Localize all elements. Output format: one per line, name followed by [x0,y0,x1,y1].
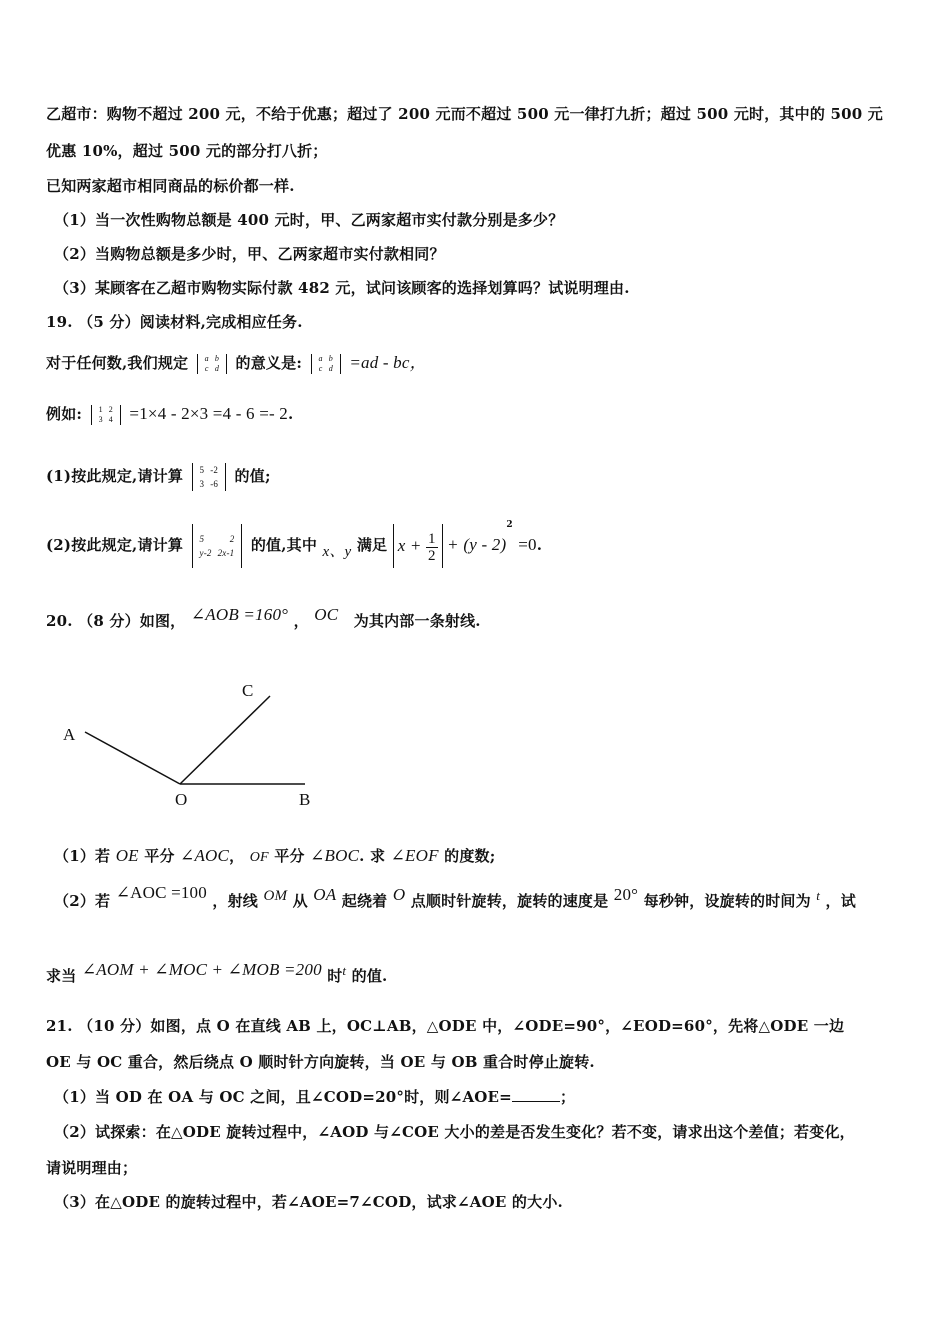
question-text: ，试 [825,892,856,910]
label-b: B [299,790,311,809]
det-cell: d [328,364,333,373]
definition-text: 对于任何数,我们规定 [46,354,189,372]
exponent: 2 [506,520,513,530]
ray-oe: OE [115,846,139,865]
ray-om: OM [263,888,288,904]
angle-eof: ∠EOF [390,846,439,865]
label-o: O [175,790,188,809]
ray-oc: OC [314,605,339,624]
answer-blank [512,1087,560,1102]
question-text: . 求 [359,847,386,865]
example-formula: =1×4 - 2×3 =4 - 6 =- 2 [129,404,288,423]
punct: ， [229,847,245,865]
absolute-value-expr [393,524,443,568]
variable-t: t [342,963,347,978]
det-cell: -2 [210,465,219,475]
det-cell: 1 [98,405,103,414]
question-18-3: （3）某顾客在乙超市购物实际付款 482 元，试问该顾客的选择划算吗？试说明理由. [54,279,630,297]
question-21-3: （3）在△ODE 的旋转过程中，若∠AOE=7∠COD，试求∠AOE 的大小. [54,1193,563,1211]
question-text: （1）若 [54,847,111,865]
question-text: ，射线 [212,892,259,910]
question-text: 每秒钟，设旋转的时间为 [643,892,811,910]
punct: ， [293,612,309,630]
det-cell: 2 [229,534,235,544]
angle-aoc: ∠AOC [180,846,230,865]
question-20-title [46,605,481,631]
plus-sign: + [448,535,458,554]
question-19-title: 19. （5 分）阅读材料,完成相应任务. [46,313,303,331]
question-text: 的度数; [444,847,496,865]
fraction-numerator: 1 [428,530,436,547]
question-20-1 [54,845,495,866]
det-cell: a [318,354,323,363]
expr-x: x + [397,536,422,555]
question-text: 从 [292,892,308,910]
question-21-2: （2）试探索：在△ODE 旋转过程中，∠AOD 与∠COE 大小的差是否发生变化？若不变，请求出这个差值；若变化， [54,1123,855,1141]
det-cell: d [214,364,220,373]
variable-t: t [816,888,821,903]
definition-formula: =ad - bc， [349,353,427,372]
equals-zero: =0 [518,535,537,554]
question-text: 的值. [351,967,388,985]
punct: ； [559,1088,576,1106]
text-line: 乙超市：购物不超过 200 元，不给于优惠；超过了 200 元而不超过 500 元一律打九折；超过 500 元时，其中的 500 元 [46,105,883,123]
question-text: 时 [327,967,343,985]
det-cell: -6 [210,479,219,489]
text-line: 已知两家超市相同商品的标价都一样. [46,177,295,195]
question-19-example [46,403,293,425]
period: . [288,405,294,423]
question-21-text: OE 与 OC 重合，然后绕点 O 顺时针方向旋转，当 OE 与 OB 重合时停止旋转. [46,1053,595,1071]
point-o: O [392,885,406,904]
det-cell: 2 [108,405,113,414]
det-cell: 3 [98,415,103,424]
question-text: （1）当 OD 在 OA 与 OC 之间，且∠COD=20°时，则∠AOE= [54,1088,512,1106]
det-cell: c [204,364,209,373]
ray-oa: OA [313,885,337,904]
det-cell: 2x-1 [217,548,235,558]
question-21-title: 21. （10 分）如图，点 O 在直线 AB 上，OC⊥AB，△ODE 中，∠ODE=90°，∠EOD=60°，先将△ODE 一边 [46,1017,845,1035]
ray-oa [85,732,180,784]
angle-sum-equation: ∠AOM + ∠MOC + ∠MOB =200 [81,960,322,979]
question-text: 平分 [274,847,305,865]
angle-aoc-100: ∠AOC =100 [115,883,207,902]
angle-aob: ∠AOB =160° [190,605,289,624]
period: . [536,536,543,554]
determinant-q2 [192,524,243,568]
question-21-2-cont: 请说明理由； [46,1159,138,1177]
determinant-q1 [192,463,227,491]
ray-of: OF [249,850,269,865]
det-cell: 5 [199,534,205,544]
question-text: 起绕着 [341,892,388,910]
label-c: C [242,681,254,700]
question-text: 满足 [356,536,388,554]
question-text: (2)按此规定,请计算 [46,536,184,554]
det-cell: y-2 [199,548,212,558]
definition-text: 的意义是: [235,354,303,372]
det-cell: b [328,354,333,363]
question-text: (1)按此规定,请计算 [46,467,184,485]
question-text: 求当 [46,967,77,985]
question-19-definition [46,348,427,374]
question-21-1 [54,1086,575,1107]
fraction-denominator: 2 [428,547,436,564]
question-text: 20. （8 分）如图， [46,612,186,630]
determinant-example [91,405,121,425]
det-cell: 4 [108,415,113,424]
question-text: 为其内部一条射线. [353,612,481,630]
ray-oc [180,696,270,784]
det-cell: a [204,354,209,363]
question-text: 点顺时针旋转，旋转的速度是 [410,892,609,910]
det-cell: c [318,364,323,373]
rotation-speed: 20° [613,885,639,904]
angle-boc: ∠BOC [310,846,360,865]
question-text: 的值,其中 [250,536,318,554]
det-cell: b [214,354,220,363]
question-19-1 [46,463,271,491]
label-a: A [63,725,76,744]
variables-xy: x、y [322,544,352,560]
question-19-2 [46,520,543,568]
question-18-2: （2）当购物总额是多少时，甲、乙两家超市实付款相同？ [54,245,445,263]
question-20-2 [54,883,856,911]
question-text: 平分 [144,847,175,865]
fraction-half [426,531,438,564]
angle-figure [50,670,350,820]
text-line: 优惠 10%，超过 500 元的部分打八折； [46,142,328,160]
det-cell: 5 [199,465,205,475]
question-text: （2）若 [54,892,111,910]
question-20-2-cont [46,960,388,986]
example-label: 例如: [46,405,83,423]
determinant-abcd-2 [311,354,341,374]
question-18-1: （1）当一次性购物总额是 400 元时，甲、乙两家超市实付款分别是多少？ [54,211,564,229]
det-cell: 3 [199,479,205,489]
question-text: 的值; [234,467,271,485]
expr-paren: (y - 2) [463,535,507,554]
determinant-abcd [197,354,227,374]
